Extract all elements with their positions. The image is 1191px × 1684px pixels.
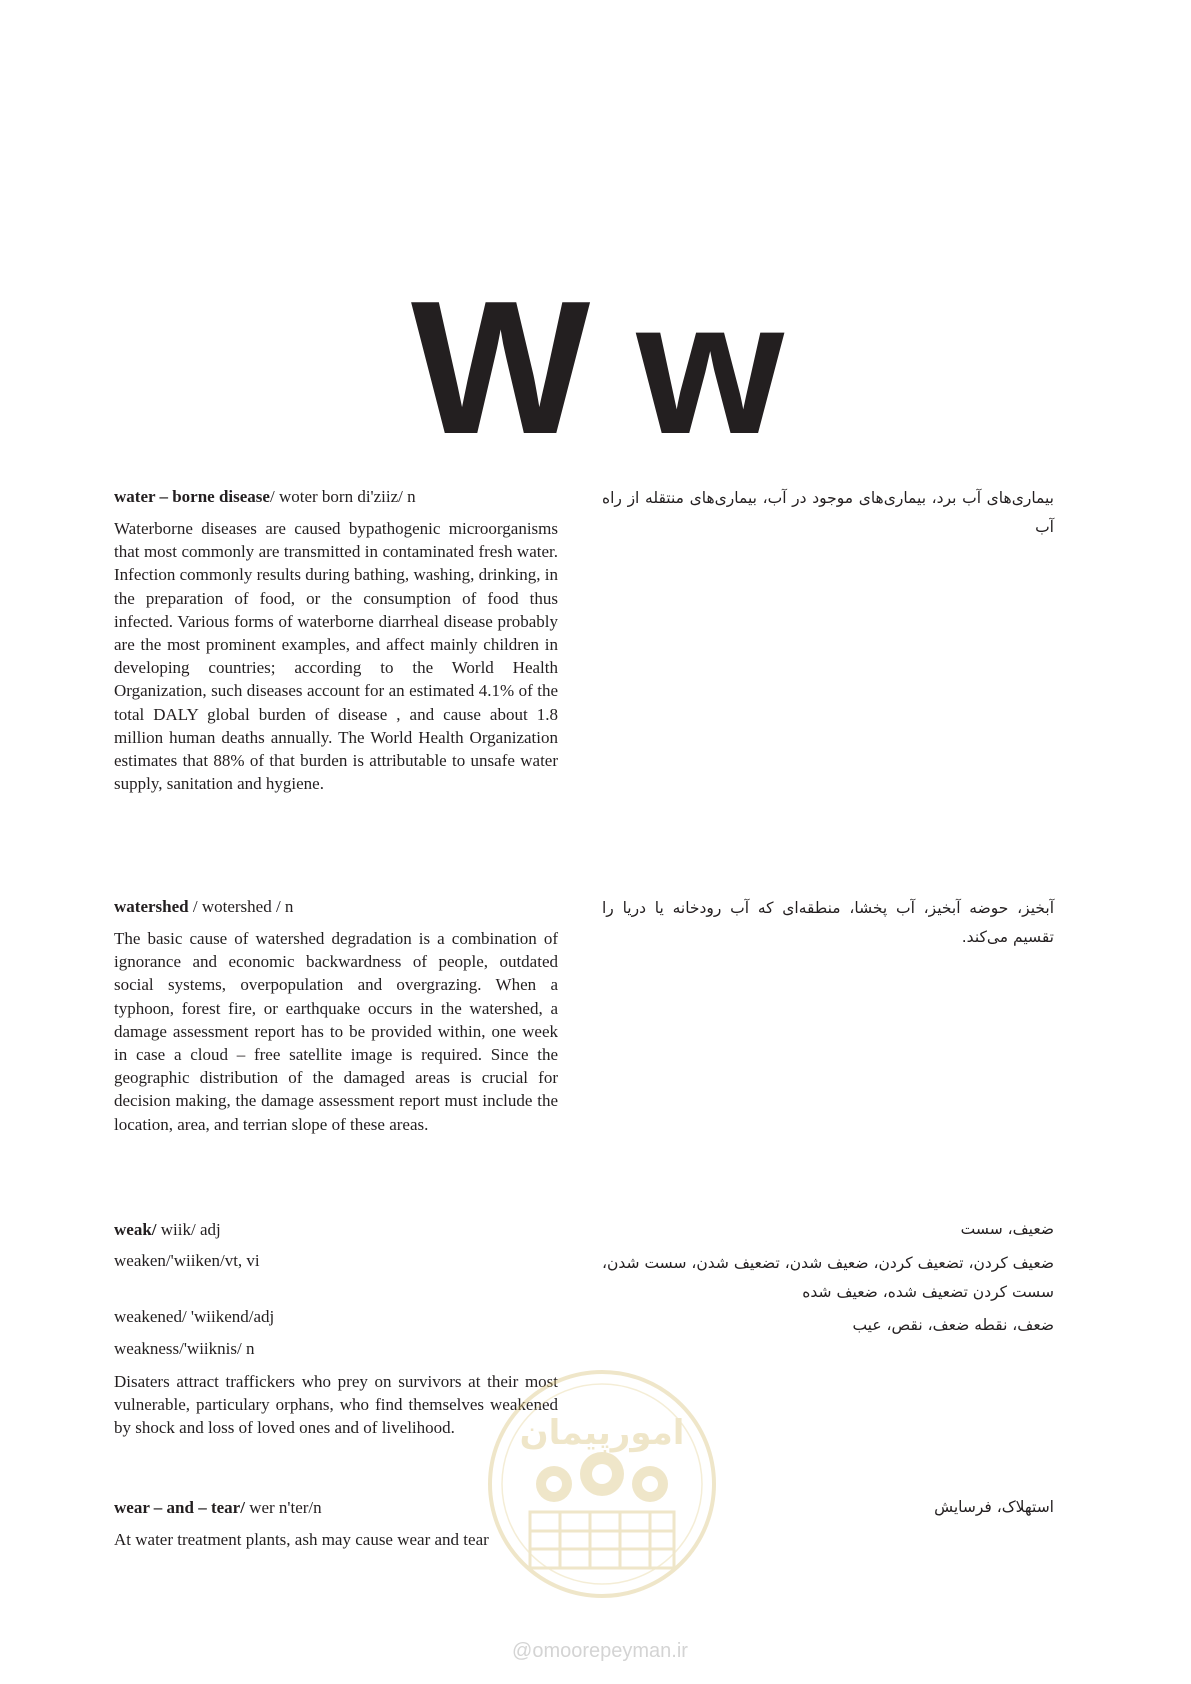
letter-heading [0,262,1191,474]
entry-pronunciation: / wotershed / n [188,897,294,916]
watermark-logo-text: امورپیمان [519,1413,685,1453]
entry-translation: بیماری‌های آب برد، بیماری‌های موجود در آب، بیماری‌های منتقله از راه آب [602,489,1054,536]
entry-definition: The basic cause of watershed degradation is a combination of ignorance and economic backwardness of people, outdated social systems, overpopulation and overgrazing. When a typhoon, forest fire, or earthquake occurs in the watershed, a damage assessment report has to be provided within, one week in case a cloud – free satellite image is required. Since the geographic distribution of the damaged areas is crucial for decision making, the damage assessment report must include the location, area, and terrian slope of these areas. [114,929,558,1134]
entry-term: watershed [114,897,189,916]
entry-pronunciation: / woter born di'ziiz/ n [269,487,416,506]
entry-word-form: weaken/'wiiken/vt, vi [114,1251,260,1270]
translation-watershed [602,894,1054,952]
entry-definition: Disaters attract traffickers who prey on survivors at their most vulnerable, particulary orphans, who find themselves weakened by shock and loss of loved ones and of livelihood. [114,1372,558,1438]
entry-headword [114,1497,558,1519]
entry-weak [114,1219,558,1440]
entry-definition: At water treatment plants, ash may cause wear and tear [114,1530,489,1549]
entry-headword [114,1219,558,1241]
entry-term: wear – and – tear/ [114,1498,245,1517]
entry-water-borne-disease [114,486,558,795]
entry-watershed [114,896,558,1136]
watermark-text: @omoorepeyman.ir [512,1640,688,1662]
entry-wear-and-tear [114,1497,558,1551]
entry-translation: استهلاک، فرسایش [934,1498,1054,1516]
word-form-translation: ضعف، نقطه ضعف، نقص، عیب [852,1316,1054,1334]
letter-lower: w [636,262,781,474]
entry-pronunciation: wiik/ adj [156,1220,221,1239]
entry-term: water – borne disease [114,487,270,506]
word-form-translation: ضعیف کردن، تضعیف کردن، ضعیف شدن، تضعیف شدن، سست شدن، سست کردن تضعیف شده، ضعیف شده [602,1254,1054,1301]
entry-translation: آبخیز، حوضه آبخیز، آب پخشا، منطقه‌ای که آب رودخانه یا دریا را تقسیم می‌کند. [602,899,1054,946]
translation-wear-and-tear [602,1493,1054,1522]
entry-word-form: weakened/ 'wiikend/adj [114,1307,275,1326]
entry-term: weak/ [114,1220,157,1239]
entry-headword [114,896,558,918]
letter-upper: W [410,262,587,474]
entry-translation: ضعیف، سست [960,1220,1054,1238]
entry-word-form: weakness/'wiiknis/ n [114,1339,255,1358]
entry-definition: Waterborne diseases are caused bypathogenic microorganisms that most commonly are transmitted in contaminated fresh water. Infection commonly results during bathing, washing, drinking, in the preparation of food, or the consumption of food thus infected. Various forms of waterborne diarrheal disease probably are the most prominent examples, and affect mainly children in developing countries; according to the World Health Organization, such diseases account for an estimated 4.1% of the total DALY global burden of disease , and cause about 1.8 million human deaths annually. The World Health Organization estimates that 88% of that burden is attributable to unsafe water supply, sanitation and hygiene. [114,519,558,794]
entry-headword [114,486,558,508]
translation-water-borne-disease [602,484,1054,542]
entry-pronunciation: wer n'ter/n [244,1498,322,1517]
translation-weak [602,1215,1054,1340]
